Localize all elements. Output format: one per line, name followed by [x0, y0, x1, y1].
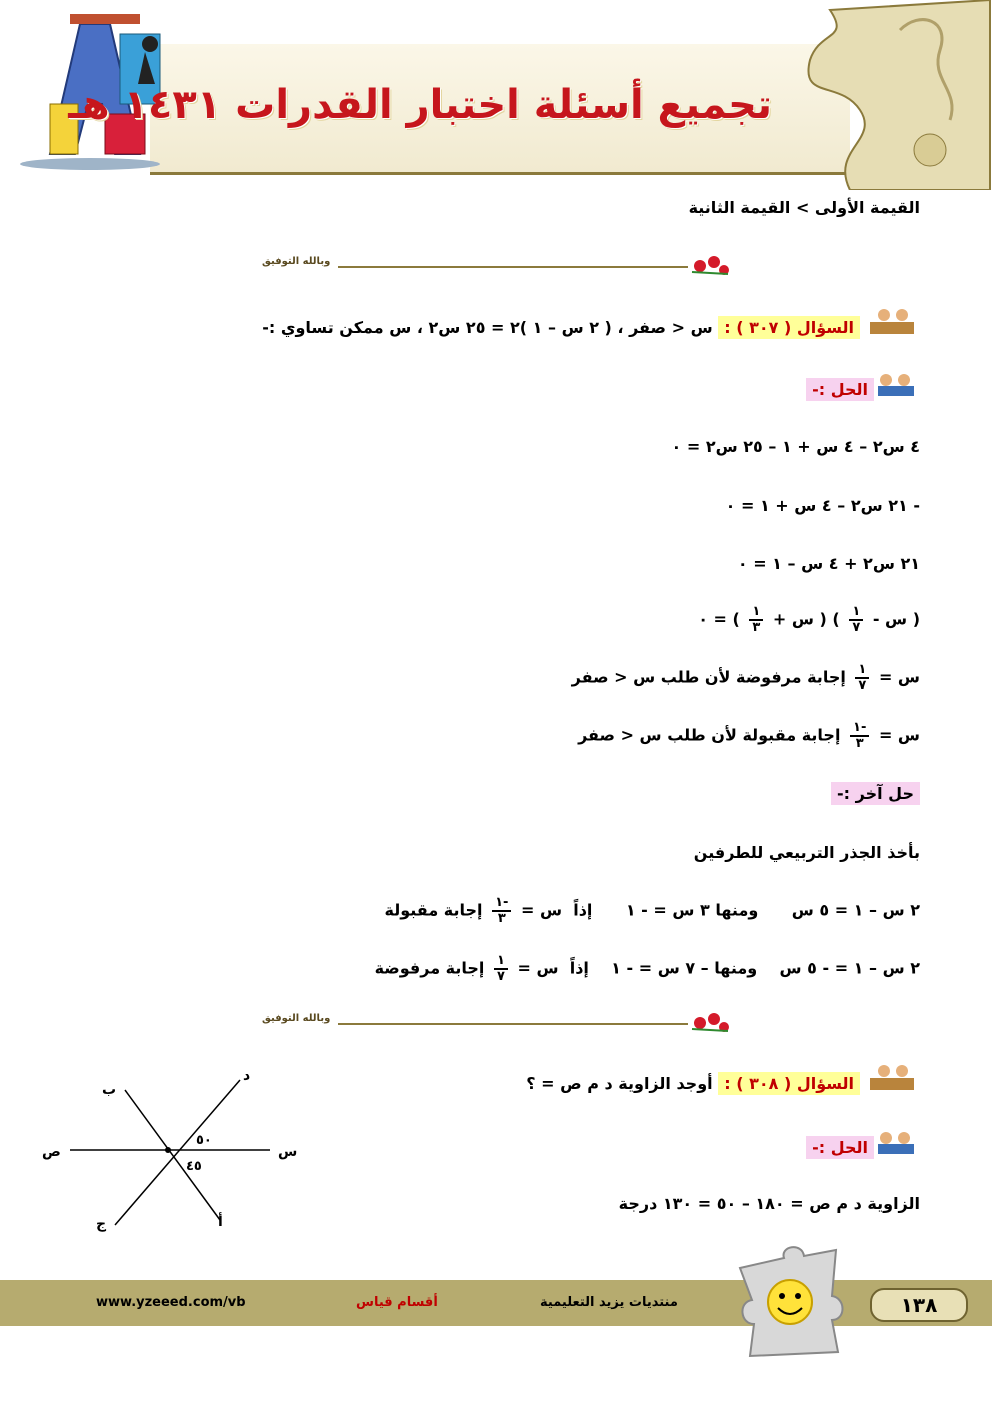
footer-forum: منتديات يزيد التعليمية: [540, 1295, 678, 1310]
footer-section: أقسام قياس: [356, 1295, 438, 1310]
q307-line: [262, 318, 860, 337]
student-reading-icon: [868, 1062, 916, 1092]
separator-line: [338, 1023, 688, 1025]
angle-45: ٤٥: [186, 1159, 202, 1174]
puzzle-decoration-icon: [790, 0, 992, 190]
label-b: ب: [102, 1082, 117, 1098]
reject-suffix: إجابة مرفوضة لأن طلب س < صفر: [571, 667, 846, 687]
q307-text: س < صفر ، ( ٢ س – ١ )٢ = ٢٥ س٢ ، س ممكن تساوي :-: [262, 318, 713, 337]
q308-solution-label: [806, 1138, 874, 1157]
alt2-suffix: إجابة مرفوضة: [374, 958, 485, 978]
label-sad: ص: [42, 1144, 61, 1160]
q307-reject-line: [572, 663, 920, 693]
line-b-a: [125, 1090, 220, 1220]
q308-text: أوجد الزاوية د م ص = ؟: [526, 1074, 713, 1093]
fraction-den: ٣: [752, 620, 761, 635]
alt-line-1: [385, 896, 920, 926]
students-icon: [876, 1130, 916, 1156]
flower-icon: [688, 252, 732, 280]
q307-solution-label: [806, 380, 874, 399]
fraction-num: -١: [850, 721, 869, 737]
label-s: س: [278, 1144, 298, 1160]
fraction-num: ١: [849, 605, 863, 621]
flower-icon: [688, 1009, 732, 1037]
solution-label-text: الحل :-: [806, 1136, 874, 1159]
angle-diagram: [30, 1060, 320, 1240]
smiley-puzzle-icon: [728, 1240, 848, 1362]
q307-factor-line: [698, 605, 920, 635]
fraction-den: ٣: [497, 911, 506, 926]
q307-step-2: - ٢١ س٢ – ٤ س + ١ = ٠: [725, 496, 920, 515]
q308-answer: الزاوية د م ص = ١٨٠ – ٥٠ = ١٣٠ درجة: [618, 1194, 920, 1213]
q308-line: [526, 1074, 860, 1093]
factor-part-b: ) ( س +: [772, 609, 840, 629]
page-number: ١٣٨: [870, 1288, 968, 1322]
alt2-text: ٢ س – ١ = - ٥ س ومنها – ٧ س = - ١ إذاً س =: [517, 958, 920, 978]
accept-suffix: إجابة مقبولة لأن طلب س < صفر: [578, 725, 841, 745]
top-line: القيمة الأولى > القيمة الثانية: [688, 198, 920, 217]
page-title: تجميع أسئلة اختبار القدرات ١٤٣١ هـ: [68, 82, 772, 128]
alt1-text: ٢ س – ١ = ٥ س ومنها ٣ س = - ١ إذاً س =: [521, 900, 920, 920]
q307-label: السؤال ( ٣٠٧ ) :: [718, 316, 860, 339]
fraction: [855, 663, 869, 693]
fraction-num: ١: [494, 954, 508, 970]
header-banner: [10, 14, 992, 184]
separator-text: وبالله التوفيق: [262, 1013, 331, 1024]
fraction: [492, 896, 511, 926]
separator: [262, 256, 732, 278]
label-d: د: [243, 1068, 251, 1084]
fraction-num: ١: [749, 605, 763, 621]
reject-prefix: س =: [878, 667, 920, 687]
separator-text: وبالله التوفيق: [262, 256, 331, 267]
accept-prefix: س =: [878, 725, 920, 745]
q307-step-3: ٢١ س٢ + ٤ س – ١ = ٠: [737, 554, 920, 573]
solution-label-text: الحل :-: [806, 378, 874, 401]
footer-url[interactable]: www.yzeeed.com/vb: [96, 1295, 246, 1310]
fraction-num: ١: [855, 663, 869, 679]
separator-line: [338, 266, 688, 268]
q307-step-1: ٤ س٢ – ٤ س + ١ – ٢٥ س٢ = ٠: [671, 437, 920, 456]
q307-accept-line: [578, 721, 920, 751]
separator: [262, 1013, 732, 1035]
label-a: أ: [218, 1214, 223, 1230]
fraction: [749, 605, 763, 635]
label-j: ج: [96, 1216, 107, 1232]
alt-intro: بأخذ الجذر التربيعي للطرفين: [693, 843, 920, 862]
fraction-den: ٧: [852, 620, 861, 635]
fraction-num: -١: [492, 896, 511, 912]
intersection-point: [165, 1147, 171, 1153]
alt-solution-label: [831, 784, 920, 803]
alt-line-2: [375, 954, 920, 984]
fraction-den: ٧: [858, 678, 867, 693]
alt1-suffix: إجابة مقبولة: [384, 900, 483, 920]
students-icon: [876, 372, 916, 398]
alt-label-text: حل آخر :-: [831, 782, 920, 805]
q308-label: السؤال ( ٣٠٨ ) :: [718, 1072, 860, 1095]
factor-part-c: ) = ٠: [698, 609, 740, 629]
fraction-den: ٧: [497, 969, 505, 984]
fraction: [850, 721, 869, 751]
fraction: [849, 605, 863, 635]
angle-50: ٥٠: [196, 1133, 212, 1148]
factor-part-a: ( س -: [872, 609, 920, 629]
student-reading-icon: [868, 306, 916, 336]
fraction: [494, 954, 508, 984]
fraction-den: ٣: [855, 736, 864, 751]
